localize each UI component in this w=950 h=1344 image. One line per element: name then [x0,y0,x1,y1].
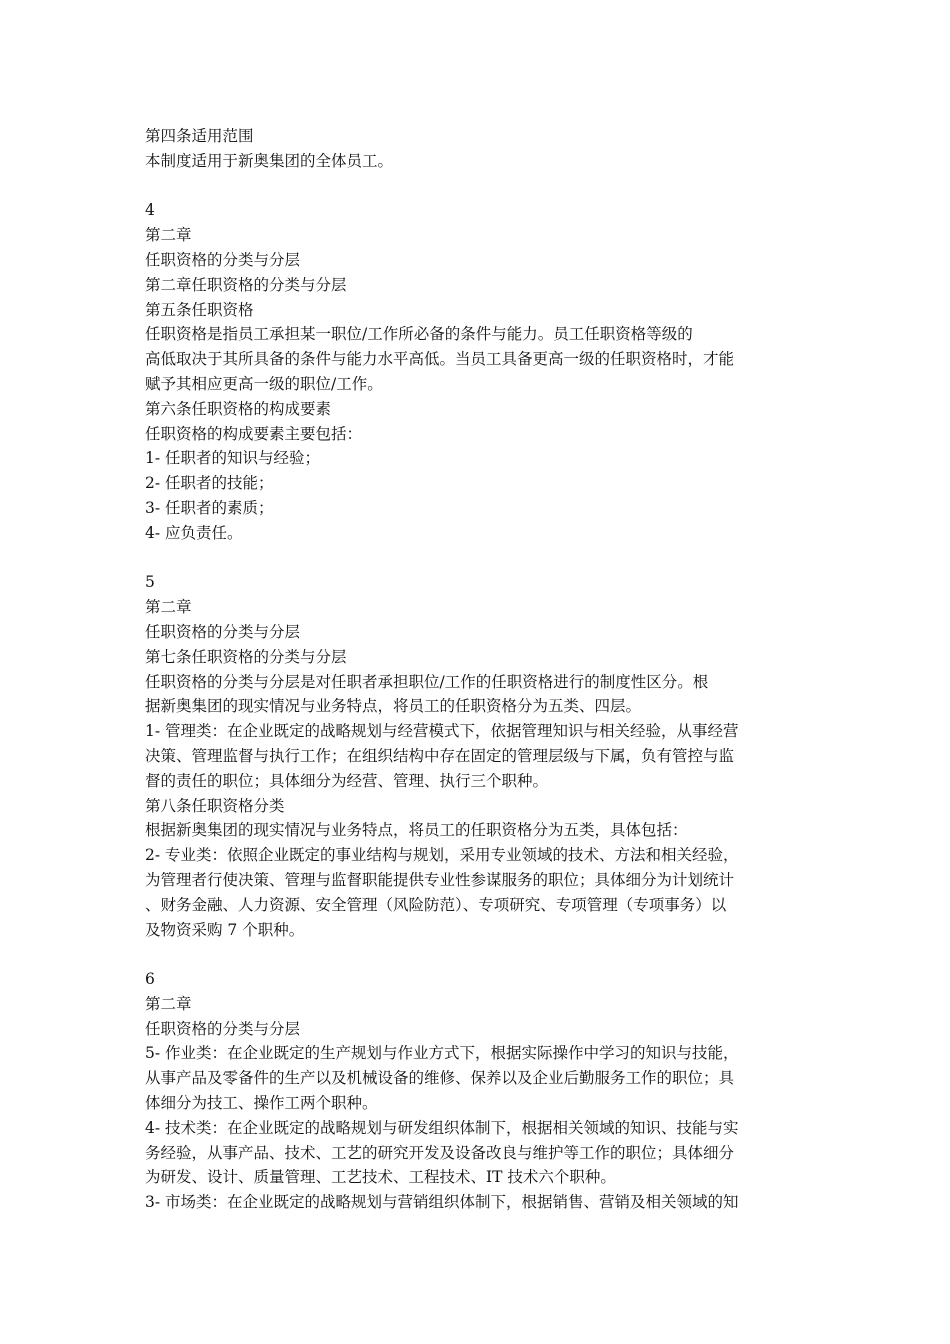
text-line: 、财务金融、人力资源、安全管理（风险防范）、专项研究、专项管理（专项事务）以 [145,895,727,914]
text-line: 1- 任职者的知识与经验； [145,449,321,468]
text-line: 第五条任职资格 [145,300,254,319]
text-line: 5 [145,573,155,592]
blank-line [145,546,795,571]
text-line: 决策、管理监督与执行工作；在组织结构中存在固定的管理层级与下属，负有管控与监 [145,746,735,765]
document-body [145,124,795,1215]
blank-line [145,942,795,967]
text-line: 2- 专业类：依照企业既定的事业结构与规划，采用专业领域的技术、方法和相关经验， [145,846,739,865]
text-line: 任职资格的构成要素主要包括： [145,424,363,443]
text-line: 4- 技术类：在企业既定的战略规划与研发组织体制下，根据相关领域的知识、技能与实 [145,1118,739,1137]
text-line: 为管理者行使决策、管理与监督职能提供专业性参谋服务的职位；具体细分为计划统计 [145,870,735,889]
text-line: 第二章 [145,226,192,245]
text-line: 务经验，从事产品、技术、工艺的研究开发及设备改良与维护等工作的职位；具体细分 [145,1143,735,1162]
text-line: 体细分为技工、操作工两个职种。 [145,1094,378,1113]
text-line: 4- 应负责任。 [145,523,243,542]
text-line: 第四条适用范围 [145,127,254,145]
text-line: 5- 作业类：在企业既定的生产规划与作业方式下，根据实际操作中学习的知识与技能， [145,1044,739,1063]
text-line: 第二章任职资格的分类与分层 [145,275,347,294]
text-line: 任职资格的分类与分层是对任职者承担职位/工作的任职资格进行的制度性区分。根 [145,672,709,691]
text-line: 任职资格的分类与分层 [145,1019,301,1038]
text-line: 3- 市场类：在企业既定的战略规划与营销组织体制下，根据销售、营销及相关领域的知 [145,1193,739,1212]
blank-line [145,174,795,199]
text-line: 从事产品及零备件的生产以及机械设备的维修、保养以及企业后勤服务工作的职位；具 [145,1069,735,1088]
text-line: 督的责任的职位；具体细分为经营、管理、执行三个职种。 [145,771,549,790]
text-line: 6 [145,970,155,989]
text-line: 及物资采购 7 个职种。 [145,920,305,939]
text-line: 第六条任职资格的构成要素 [145,399,332,418]
text-line: 高低取决于其所具备的条件与能力水平高低。当员工具备更高一级的任职资格时，才能 [145,350,735,369]
text-line: 2- 任职者的技能； [145,474,274,493]
text-line: 第七条任职资格的分类与分层 [145,647,347,666]
text-line: 4 [145,201,155,220]
text-line: 为研发、设计、质量管理、工艺技术、工程技术、IT 技术六个职种。 [145,1168,616,1187]
text-line: 任职资格是指员工承担某一职位/工作所必备的条件与能力。员工任职资格等级的 [145,325,693,344]
text-line: 本制度适用于新奥集团的全体员工。 [145,151,394,170]
text-line: 赋予其相应更高一级的职位/工作。 [145,374,383,393]
text-line: 第二章 [145,994,192,1013]
text-line: 任职资格的分类与分层 [145,622,301,641]
text-line: 任职资格的分类与分层 [145,250,301,269]
text-line: 根据新奥集团的现实情况与业务特点，将员工的任职资格分为五类，具体包括： [145,821,688,840]
text-line: 第二章 [145,598,192,617]
text-line: 第八条任职资格分类 [145,796,285,815]
text-line: 1- 管理类：在企业既定的战略规划与经营模式下，依据管理知识与相关经验，从事经营 [145,722,739,741]
text-line: 3- 任职者的素质； [145,498,274,517]
text-line: 据新奥集团的现实情况与业务特点，将员工的任职资格分为五类、四层。 [145,697,642,716]
